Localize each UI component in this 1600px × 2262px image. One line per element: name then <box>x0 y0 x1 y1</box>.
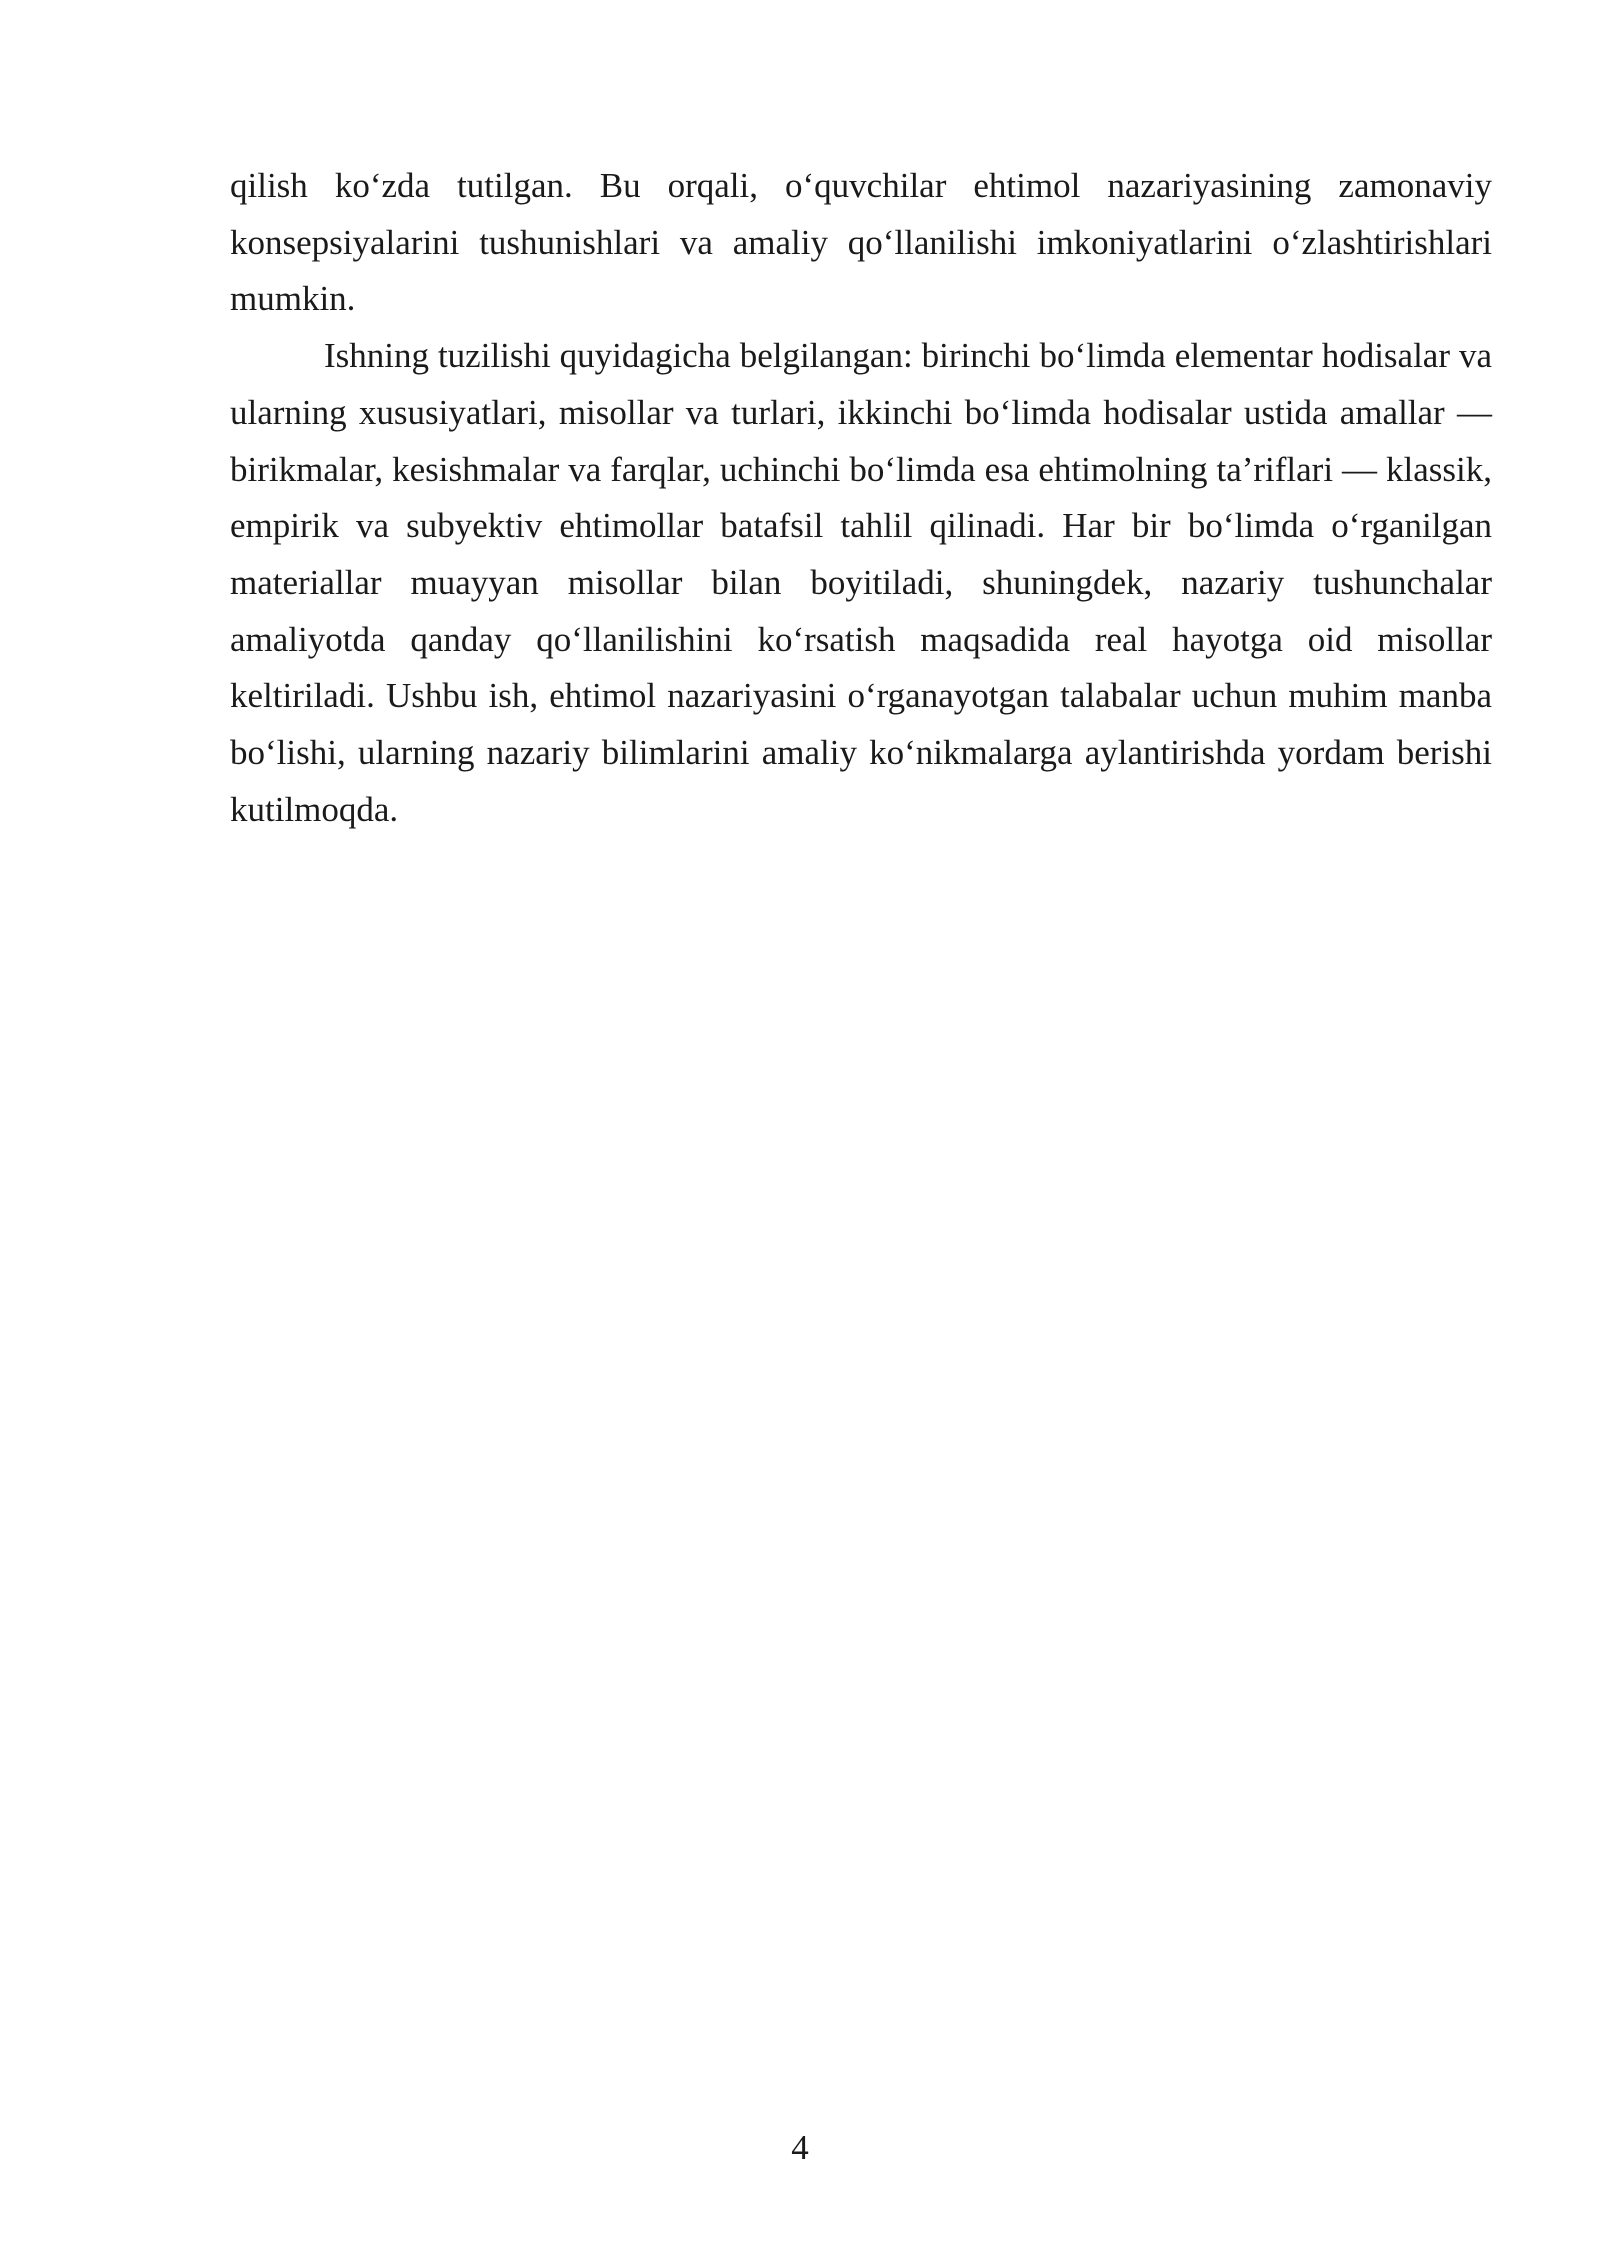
body-text <box>230 158 1492 838</box>
page-number: 4 <box>791 2128 809 2167</box>
paragraph-continuation: qilish ko‘zda tutilgan. Bu orqali, o‘quvchilar ehtimol nazariyasining zamonaviy konsepsiyalarini tushunishlari va amaliy qo‘llanilishi imkoniyatlarini o‘zlashtirishlari mumkin. <box>230 166 1492 319</box>
paragraph-structure: Ishning tuzilishi quyidagicha belgilangan: birinchi bo‘limda elementar hodisalar va ularning xususiyatlari, misollar va turlari, ikkinchi bo‘limda hodisalar ustida amallar — birikmalar, kesishmalar va farqlar, uchinchi bo‘limda esa ehtimolning ta’riflari — klassik, empirik va subyektiv ehtimollar batafsil tahlil qilinadi. Har bir bo‘limda o‘rganilgan materiallar muayyan misollar bilan boyitiladi, shuningdek, nazariy tushunchalar amaliyotda qanday qo‘llanilishini ko‘rsatish maqsadida real hayotga oid misollar keltiriladi. Ushbu ish, ehtimol nazariyasini o‘rganayotgan talabalar uchun muhim manba bo‘lishi, ularning nazariy bilimlarini amaliy ko‘nikmalarga aylantirishda yordam berishi kutilmoqda. <box>230 336 1492 829</box>
